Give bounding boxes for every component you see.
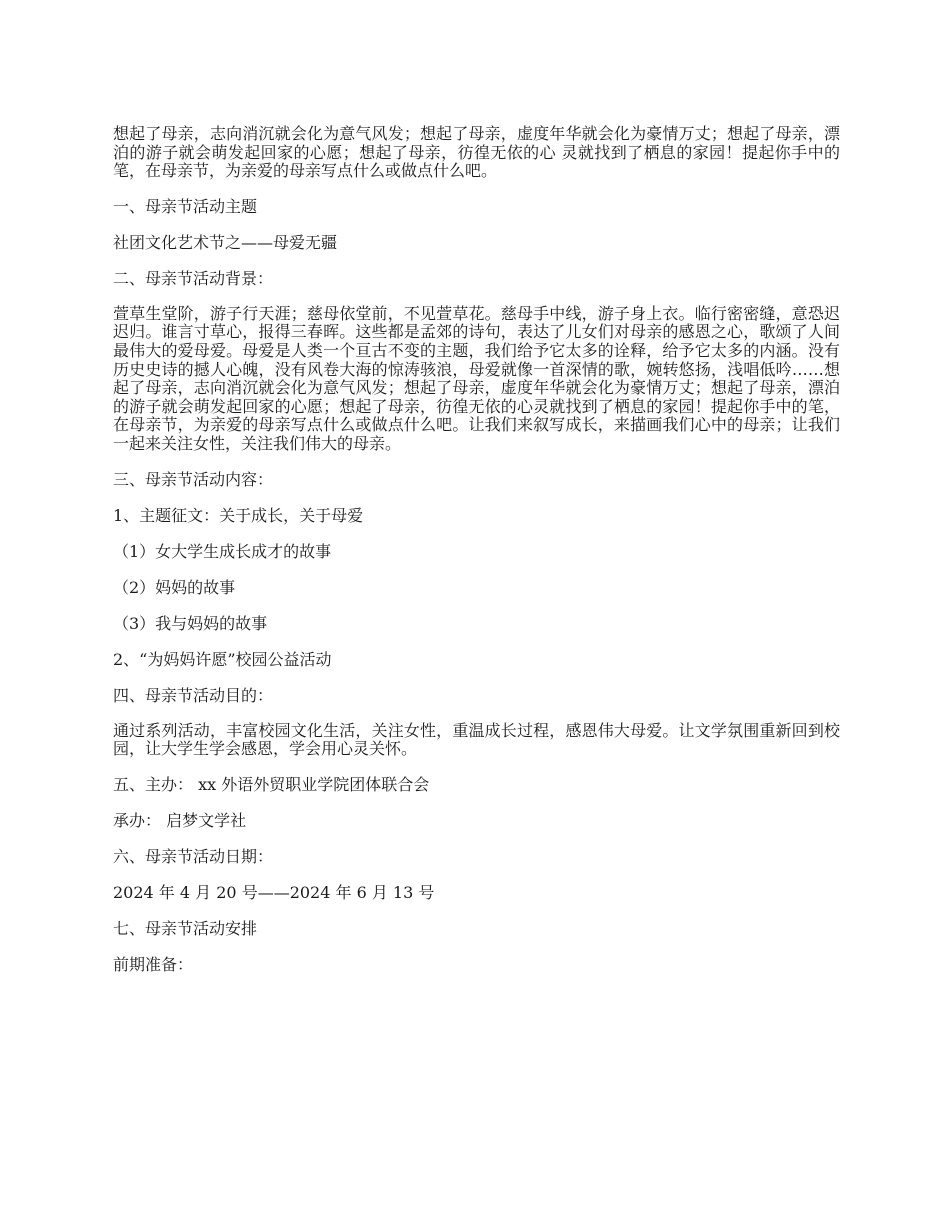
purpose-paragraph: 通过系列活动，丰富校园文化生活，关注女性，重温成长过程，感恩伟大母爱。让文学氛围重新回到校园，让大学生学会感恩，学会用心灵关怀。: [113, 720, 840, 759]
content-subitem-1: （1）女大学生成长成才的故事: [113, 541, 332, 561]
section-heading-schedule: 七、母亲节活动安排: [113, 918, 258, 938]
content-subitem-3: （3）我与妈妈的故事: [113, 613, 268, 633]
theme-text: 社团文化艺术节之——母爱无疆: [113, 232, 338, 252]
section-heading-dates: 六、母亲节活动日期：: [113, 846, 274, 866]
section-heading-content: 三、母亲节活动内容：: [113, 469, 274, 489]
content-item-essay: 1、主题征文：关于成长，关于母爱: [113, 505, 364, 525]
section-heading-theme: 一、母亲节活动主题: [113, 196, 258, 216]
intro-paragraph: 想起了母亲，志向消沉就会化为意气风发；想起了母亲，虚度年华就会化为豪情万丈；想起了母亲，漂泊的游子就会萌发起回家的心愿；想起了母亲，彷徨无依的心 灵就找到了栖息的家园！提起你手中的笔，在母亲节，为亲爱的母亲写点什么或做点什么吧。: [113, 124, 840, 181]
section-heading-purpose: 四、母亲节活动目的：: [113, 685, 274, 705]
section-heading-background: 二、母亲节活动背景：: [113, 268, 274, 288]
preparation-text: 前期准备：: [113, 954, 194, 974]
document-page: [113, 125, 840, 975]
dates-text: 2024 年 4 月 20 号——2024 年 6 月 13 号: [113, 882, 435, 902]
content-subitem-2: （2）妈妈的故事: [113, 577, 236, 597]
co-organizer-text: 承办： 启梦文学社: [113, 810, 247, 830]
content-item-wish: 2、“为妈妈许愿”校园公益活动: [113, 649, 332, 669]
background-paragraph: 萱草生堂阶，游子行天涯；慈母依堂前，不见萱草花。慈母手中线，游子身上衣。临行密密缝，意恐迟迟归。谁言寸草心，报得三春晖。这些都是孟郊的诗句，表达了儿女们对母亲的感恩之心，歌颂了人间最伟大的爱母爱。母爱是人类一个亘古不变的主题，我们给予它太多的诠释，给予它太多的内涵。没有历史史诗的撼人心魄，没有风卷大海的惊涛骇浪，母爱就像一首深情的歌，婉转悠扬，浅唱低吟……想起了母亲，志向消沉就会化为意气风发；想起了母亲，虚度年华就会化为豪情万丈；想起了母亲，漂泊的游子就会萌发起回家的心愿；想起了母亲，彷徨无依的心灵就找到了栖息的家园！提起你手中的笔，在母亲节，为亲爱的母亲写点什么或做点什么吧。让我们来叙写成长，来描画我们心中的母亲；让我们一起来关注女性，关注我们伟大的母亲。: [113, 303, 840, 453]
section-heading-organizer: 五、主办： xx 外语外贸职业学院团体联合会: [113, 774, 430, 794]
